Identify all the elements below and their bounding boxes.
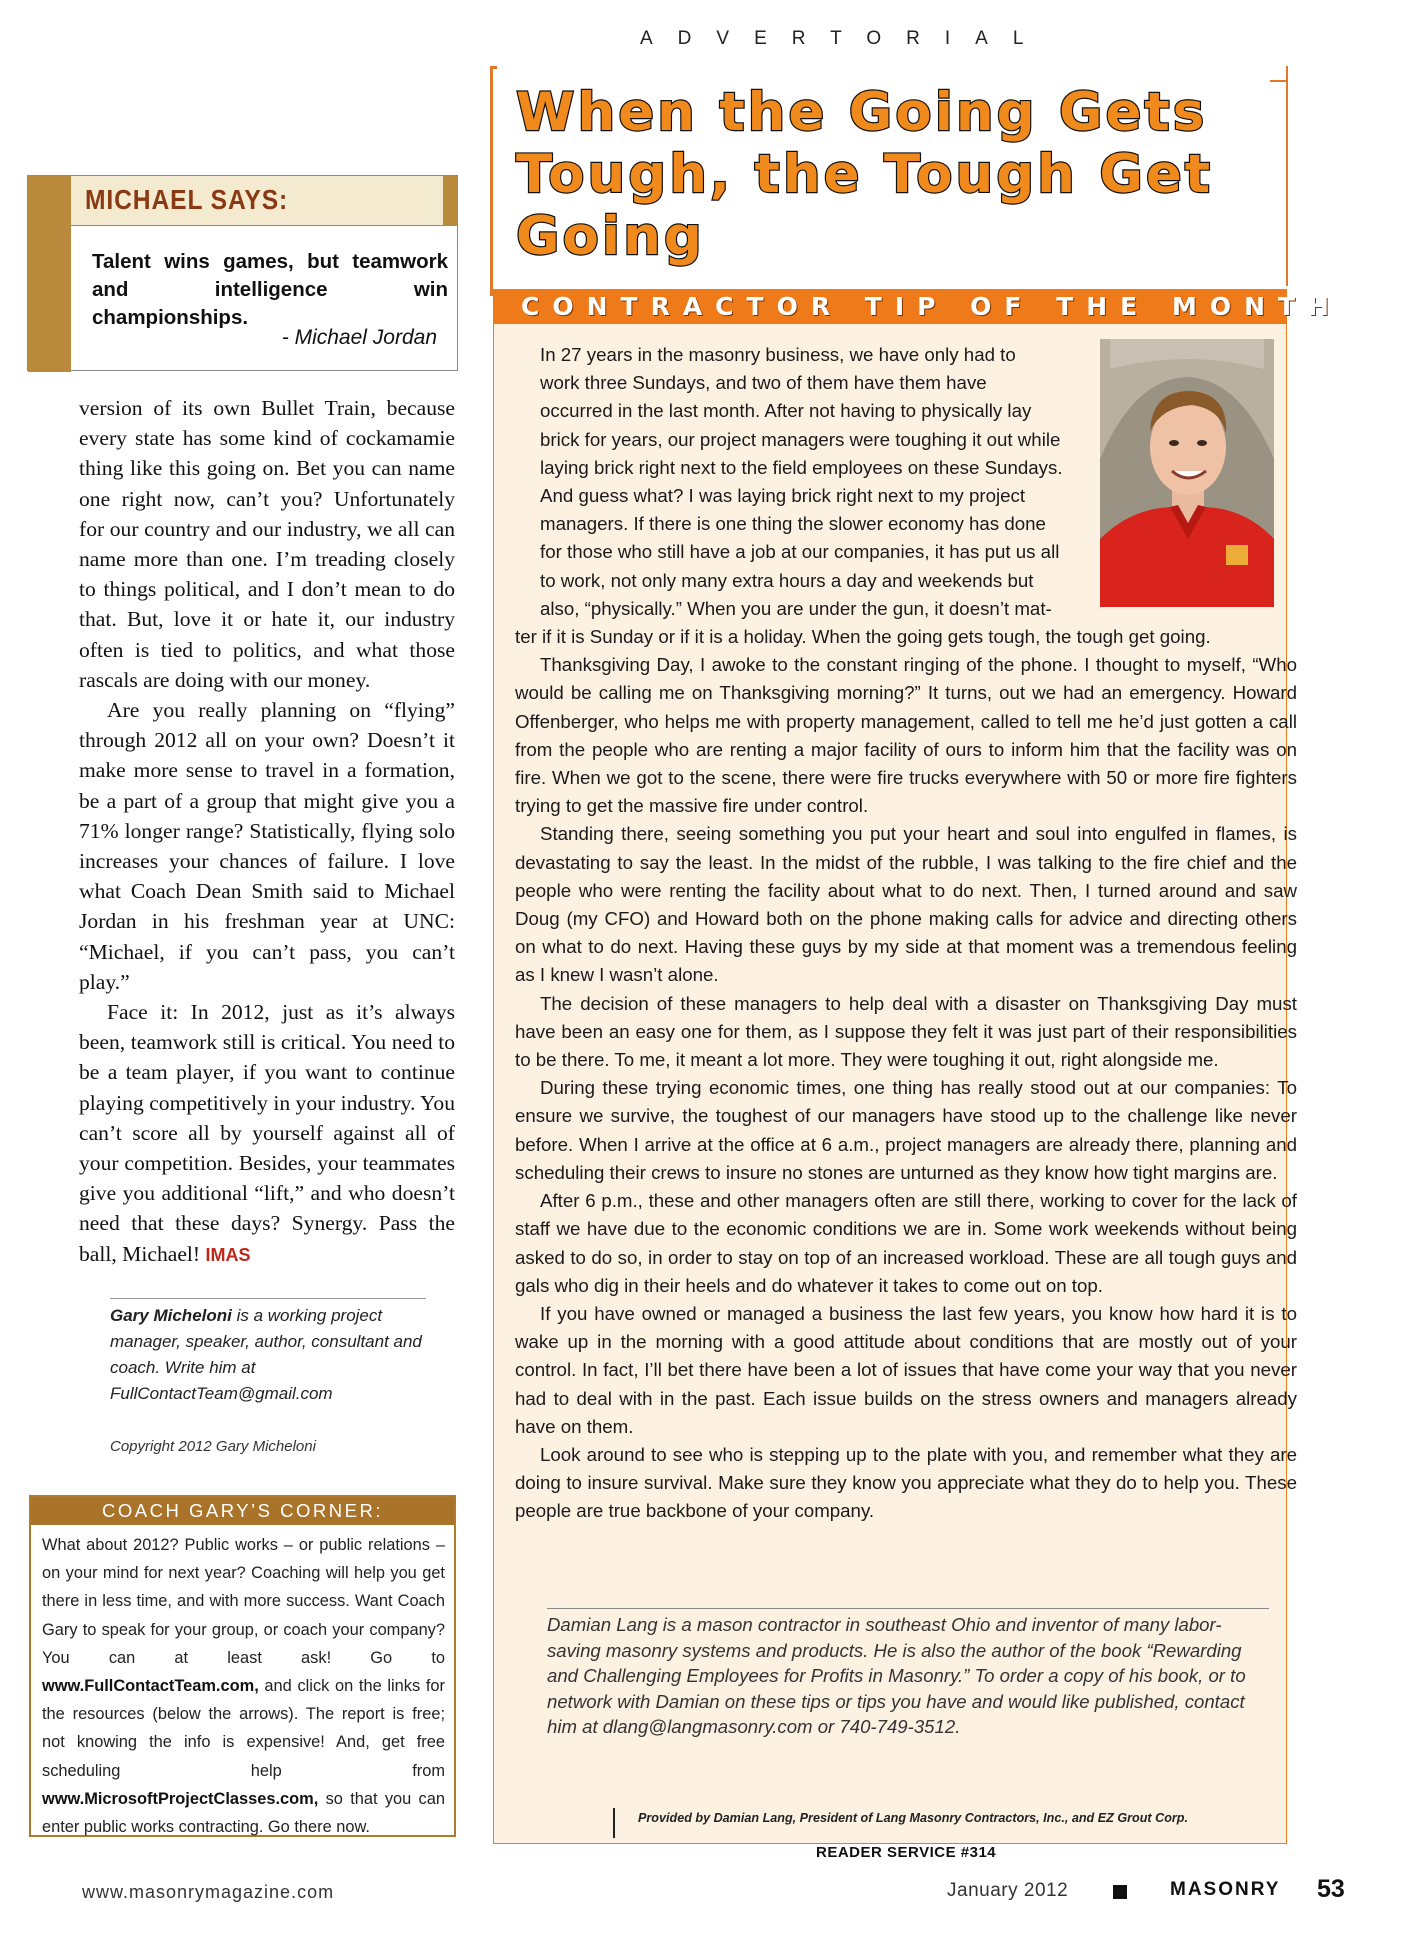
wrap-line: for those who still have a job at our companies, it has put us all [540, 541, 1060, 563]
wrap-line: occurred in the last month. After not having to physically lay [540, 400, 1032, 422]
coach-box-title: COACH GARY’S CORNER: [31, 1497, 454, 1525]
advertorial-label: ADVERTORIAL [640, 28, 1049, 49]
contractor-tip-bar: CONTRACTOR TIP OF THE MONTH [493, 289, 1287, 324]
quote-box-accent-bar [28, 176, 71, 372]
article-headline: When the Going Gets Tough, the Tough Get Going [516, 82, 1214, 267]
wrap-line: to work, not only many extra hours a day and weekends but [540, 569, 1034, 591]
copyright: Copyright 2012 Gary Micheloni [110, 1438, 316, 1455]
first-paragraph-end: ter if it is Sunday or if it is a holiday. When the going gets tough, the tough get going. [515, 626, 1211, 648]
article-paragraph: If you have owned or managed a business the last few years, you know how hard it is to wake up in the morning with a good attitude about conditions that are mostly out of your control. In fact, I’ll bet there have been a lot of issues that have come your way that you never had to deal with in the past. Each issue builds on the stress owners and managers already have on them. [515, 1302, 1297, 1437]
left-paragraph-text: Face it: In 2012, just as it’s always been, teamwork still is critical. You need to be a team player, if you want to continue playing competitively in your industry. You can’t score all by yourself against all of your competition. Besides, your teammates give you additional “lift,” and who doesn’t need that these days? Synergy. Pass the ball, Michael! [79, 1000, 455, 1266]
microsoftprojectclasses-link[interactable]: www.MicrosoftProjectClasses.com, [42, 1789, 319, 1808]
end-mark: IMAS [205, 1244, 251, 1265]
article-paragraph: After 6 p.m., these and other managers often are still there, working to cover for the lack of staff we have due to the economic conditions we are in. Some work weekends without being asked to do so, in order to stay on top of an increased workload. These are all tough guys and gals who dig in their heels and do whatever it takes to come out on top. [515, 1190, 1297, 1296]
fullcontactteam-link[interactable]: www.FullContactTeam.com, [42, 1677, 259, 1696]
author-bio-damian: Damian Lang is a mason contractor in southeast Ohio and inventor of many labor-saving masonry systems and products. He is also the author of the book “Rewarding and Challenging Employees for Profits in Masonry.” To order a copy of his book, or to network with Damian on these tips or tips you have and would like published, contact him at dlang@langmasonry.com or 740-749-3512. [547, 1614, 1246, 1738]
provided-by: Provided by Damian Lang, President of Lang Masonry Contractors, Inc., and EZ Grout Corp. [638, 1811, 1188, 1825]
left-paragraph [79, 997, 455, 1270]
footer-square-icon [1113, 1885, 1127, 1899]
wrap-line: In 27 years in the masonry business, we have only had to [540, 344, 1016, 365]
coach-garys-corner-box [29, 1495, 456, 1837]
article-paragraph: The decision of these managers to help deal with a disaster on Thanksgiving Day must have been an easy one for them, as I suppose they felt it was just part of their responsibilities to be there. To me, it meant a lot more. They were toughing it out, right alongside me. [515, 992, 1297, 1071]
article-paragraph-first [515, 341, 1297, 651]
left-column-body [79, 393, 455, 1270]
footer-url[interactable]: www.masonrymagazine.com [82, 1882, 335, 1902]
quote-text: Talent wins games, but teamwork and intelligence win championships. [92, 250, 448, 329]
coach-text-part: so that you can enter public works contracting. Go there now. [42, 1789, 445, 1837]
wrap-line: And guess what? I was laying brick right next to my project [540, 485, 1026, 507]
article-body [515, 341, 1297, 1526]
michael-says-box [27, 175, 458, 371]
wrap-line: work three Sundays, and two of them have them have [540, 372, 987, 394]
article-paragraph: Look around to see who is stepping up to the plate with you, and remember what they are doing to insure survival. Make sure they know you appreciate what they do to help you. These people are true backbone of your company. [515, 1443, 1297, 1522]
wrap-line: laying brick right next to the field employees on these Sundays. [540, 456, 1063, 478]
wrap-line: managers. If there is one thing the slower economy has done [540, 513, 1046, 535]
left-paragraph: version of its own Bullet Train, because every state has some kind of cockamamie thing like this going on. Bet you can name one right now, can’t you? Unfortunately for our country and our industry, we all can name more than one. I’m treading closely to things political, and I don’t mean to do that. But, love it or hate it, our industry often is tied to politics, and what those rascals are doing with our money. [79, 396, 455, 692]
author-bio-divider [547, 1608, 1269, 1609]
title-frame-top [490, 66, 497, 69]
wrap-line: brick for years, our project managers were toughing it out while [540, 428, 1061, 450]
article-paragraph: Thanksgiving Day, I awoke to the constant ringing of the phone. I thought to myself, “Who would be calling me on Thanksgiving morning?” It turns, out we had an emergency. Howard Offenberger, who helps me with property management, called to tell me he’d just gotten a call from the people who are renting a major facility of ours to inform him that the facility was on fire. When we got to the scene, there were fire trucks everywhere with 50 or more fire fighters trying to get the massive fire under control. [515, 654, 1297, 817]
provided-by-mark [613, 1808, 615, 1838]
bio-text: is a working project manager, speaker, author, consultant and coach. Write him at FullContactTeam@gmail.com [110, 1306, 422, 1403]
article-paragraph: Standing there, seeing something you put your heart and soul into engulfed in flames, is devastating to say the least. In the midst of the rubble, I was talking to the fire chief and the people who were renting the facility about what to do next. Then, I turned around and saw Doug (my CFO) and Howard both on the phone making calls for advice and directing others on what to do next. Having these guys by my side at that moment was a tremendous feeling as I knew I wasn’t alone. [515, 823, 1297, 986]
footer-magazine-name: MASONRY [1170, 1879, 1281, 1900]
left-paragraph: Are you really planning on “flying” through 2012 all on your own? Doesn’t it make more sense to travel in a formation, be a part of a group that might give you a 71% longer range? Statistically, flying solo increases your chances of failure. I love what Coach Dean Smith said to Michael Jordan in his freshman year at UNC: “Michael, if you can’t pass, you can’t play.” [79, 698, 455, 994]
article-paragraph: During these trying economic times, one thing has really stood out at our companies: To ensure we survive, the toughest of our managers have stood up to the challenge like never before. When I arrive at the office at 6 a.m., project managers are already there, planning and scheduling their crews to insure no stones are unturned as they know how tight margins are. [515, 1077, 1297, 1183]
title-frame-left [490, 66, 493, 296]
quote-box-accent-tab [443, 176, 457, 226]
coach-box-text [42, 1531, 445, 1841]
coach-text-part: What about 2012? Public works – or public relations – on your mind for next year? Coaching will help you get there in less time, and with more success. Want Coach Gary to speak for your group, or coach your company? You can at least ask! Go to [42, 1536, 445, 1667]
author-bio-gary [110, 1303, 440, 1407]
reader-service-number: READER SERVICE #314 [816, 1844, 997, 1861]
bio-divider [110, 1298, 426, 1299]
page-number: 53 [1317, 1875, 1345, 1903]
quote-author: - Michael Jordan [281, 326, 437, 349]
wrap-line: also, “physically.” When you are under the gun, it doesn’t mat- [540, 597, 1052, 619]
bio-name: Gary Micheloni [110, 1306, 232, 1325]
quote-box-title: MICHAEL SAYS: [85, 184, 289, 215]
footer-date: January 2012 [947, 1880, 1069, 1901]
coach-text-part: and click on the links for the resources (below the arrows). The report is free; not knowing the info is expensive! And, get free scheduling help from [42, 1677, 445, 1780]
